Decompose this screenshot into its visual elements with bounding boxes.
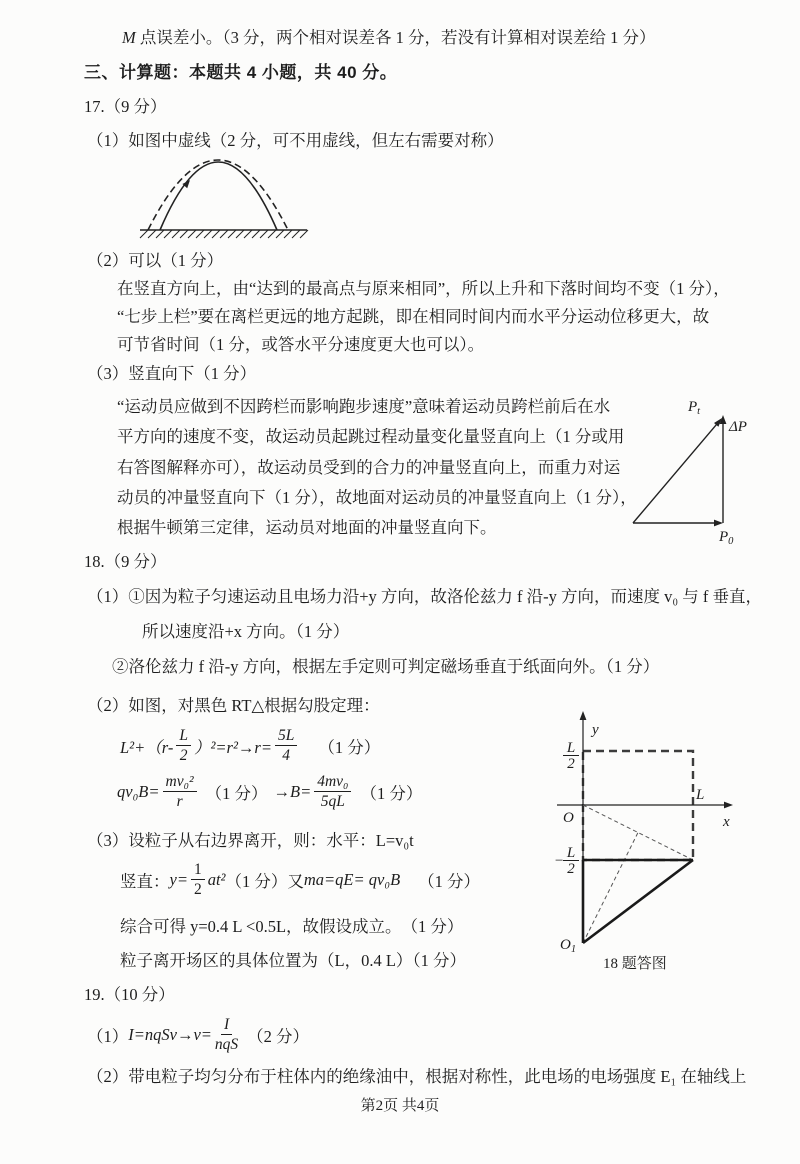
score-note: （2 分） [247, 1026, 310, 1046]
trajectory-figure [136, 156, 316, 242]
q17-title: 17.（9 分） [84, 97, 167, 116]
q17-part3-line: “运动员应做到不因跨栏而影响跑步速度”意味着运动员跨栏前后在水 [117, 397, 611, 416]
radius-dashed-line [583, 833, 638, 944]
formula-segment: I=nqSv→v= [128, 1024, 212, 1044]
black-right-triangle [583, 860, 693, 943]
variable-m: M [122, 28, 136, 47]
page-footer: 第2页 共4页 [360, 1098, 440, 1114]
formula-segment: ）²=r²→r= [193, 737, 272, 757]
q17-part2-title: （2）可以（1 分） [87, 251, 224, 270]
momentum-delta-p-vector [720, 415, 727, 523]
score-note: （1 分） [318, 737, 381, 757]
q18-part1-line: （1）①因为粒子匀速运动且电场力沿+y 方向，故洛伦兹力 f 沿-y 方向，而速度 v₀ 与 f 垂直， [87, 587, 763, 606]
q18-part3-line: （3）设粒子从右边界离开，则：水平：L=v₀t [87, 831, 414, 850]
q18-figure-caption: 18 题答图 [603, 956, 667, 972]
q18-title: 18.（9 分） [84, 552, 167, 571]
score-note: （1 分） [205, 783, 268, 803]
intro-line [122, 27, 656, 49]
score-note: （1 分） [418, 871, 481, 891]
q18-part1-line: 所以速度沿+x 方向。（1 分） [142, 622, 350, 641]
q17-part3-line: 平方向的速度不变，故运动员起跳过程动量变化量竖直向上（1 分或用 [117, 427, 625, 446]
delta-p-label: ΔP [729, 419, 747, 435]
q19-title: 19.（10 分） [84, 985, 175, 1004]
y-axis-label: y [592, 722, 599, 738]
svg-text:2: 2 [567, 756, 575, 772]
q17-part3-line: 右答图解释亦可），故运动员受到的合力的冲量竖直向上，而重力对运 [117, 458, 621, 477]
ground-hatching [140, 230, 308, 238]
fraction: $\frac{\text{4mv₀}}{5qL}$ [314, 773, 351, 810]
momentum-pt-vector [633, 418, 722, 523]
svg-text:−: − [554, 853, 565, 869]
section-header: 三、计算题：本题共 4 小题，共 40 分。 [84, 63, 398, 82]
dashed-trajectory-arc [148, 160, 288, 230]
formula-segment: L²+（r- [120, 737, 174, 757]
q19-part2-line: （2）带电粒子均匀分布于柱体内的绝缘油中，根据对称性，此电场的电场强度 E₁ 在轴线上 [87, 1067, 747, 1086]
q17-part3-title: （3）竖直向下（1 分） [87, 364, 257, 383]
formula-segment: qv₀B= [117, 781, 160, 801]
o1-label: $O_1$ [560, 937, 577, 955]
solid-trajectory-arc [160, 162, 277, 230]
q18-formula-pythagoras [120, 727, 380, 764]
formula-label: （1） [87, 1026, 129, 1046]
fraction: $\frac{\text{mv₀²}}{r}$ [163, 773, 197, 810]
momentum-p0-vector [633, 520, 723, 527]
intro-line-text: 点误差小。（3 分，两个相对误差各 1 分，若没有计算相对误差给 1 分） [135, 28, 656, 47]
l-label: L [696, 787, 705, 803]
q17-part2-line: 在竖直方向上，由“达到的最高点与原来相同”，所以上升和下落时间均不变（1 分）， [117, 279, 730, 298]
x-axis-label: x [723, 814, 730, 830]
l-half-fraction-label [563, 740, 579, 772]
q17-part2-line: 可节省时间（1 分，或答水平分速度更大也可以）。 [117, 335, 485, 354]
svg-text:2: 2 [567, 861, 575, 877]
formula-label: 竖直： [120, 871, 170, 891]
q17-part1: （1）如图中虚线（2 分，可不用虚线，但左右需要对称） [87, 131, 504, 150]
q18-answer-figure [552, 706, 737, 956]
q18-formula-magnetic [117, 773, 428, 810]
formula-segment: →B= [273, 781, 312, 801]
q19-formula-current [87, 1016, 315, 1053]
formula-segment: y= [169, 869, 188, 889]
q17-part3-line: 根据牛顿第三定律，运动员对地面的冲量竖直向下。 [117, 518, 497, 537]
score-note: （1 分） [360, 783, 423, 803]
q18-part3-line: 综合可得 y=0.4 L <0.5L，故假设成立。 （1 分） [120, 917, 464, 936]
momentum-vector-figure [625, 393, 760, 545]
fraction: $\frac{1}{2}$ [191, 861, 205, 898]
neg-l-half-fraction-label [554, 845, 579, 877]
formula-segment: ma=qE= qv₀B [303, 869, 401, 889]
q18-part2-title: （2）如图，对黑色 RT△根据勾股定理： [87, 696, 380, 715]
fraction: $\frac{5L}{4}$ [275, 727, 297, 764]
trajectory-arcs [148, 160, 288, 230]
fraction: $\frac{I}{\text{nqS}}$ [214, 1016, 239, 1054]
formula-segment: at² [207, 869, 226, 889]
p0-label: $P_0$ [719, 529, 734, 547]
pt-label: $P_t$ [688, 399, 701, 417]
q18-part1-line: ②洛伦兹力 f 沿-y 方向，根据左手定则可判定磁场垂直于纸面向外。（1 分） [112, 657, 660, 676]
q17-part3-line: 动员的冲量竖直向下（1 分），故地面对运动员的冲量竖直向上（1 分）， [117, 488, 637, 507]
svg-text:L: L [566, 740, 576, 756]
score-note: （1 分）又 [225, 871, 304, 891]
fraction: $\frac{L}{2}$ [176, 727, 191, 764]
svg-text:L: L [566, 845, 576, 861]
q17-part2-line: “七步上栏”要在离栏更远的地方起跳，即在相同时间内而水平分运动位移更大，故 [117, 307, 710, 326]
origin-label: O [563, 810, 574, 826]
q18-formula-vertical [120, 861, 480, 898]
q18-part3-line: 粒子离开场区的具体位置为（L，0.4 L）（1 分） [120, 951, 467, 970]
